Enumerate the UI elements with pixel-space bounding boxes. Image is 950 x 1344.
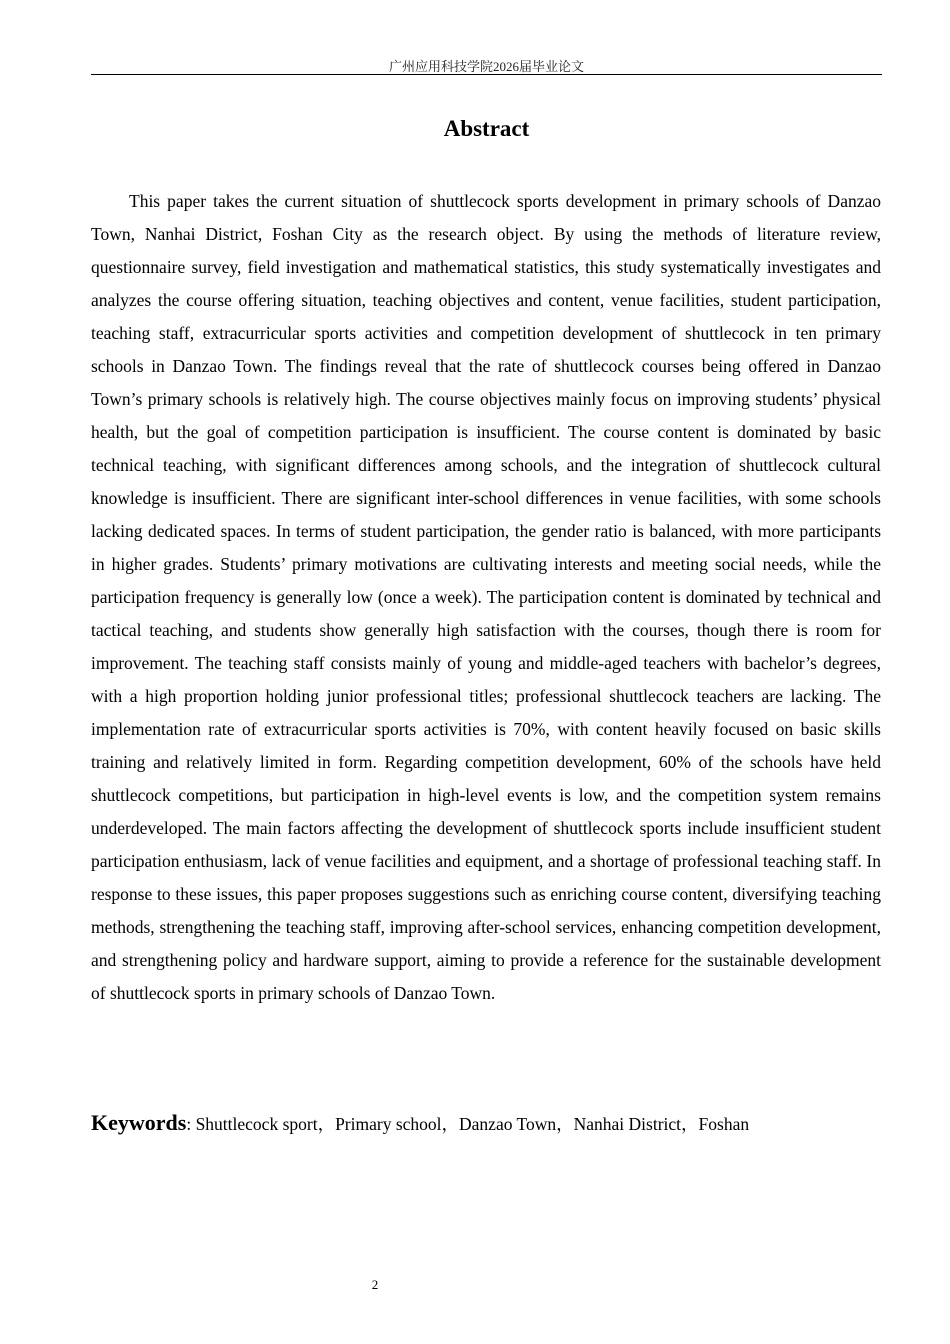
keywords-separator: : bbox=[186, 1114, 196, 1134]
running-header: 广州应用科技学院2026届毕业论文 bbox=[388, 59, 584, 74]
page-title: Abstract bbox=[443, 116, 530, 141]
keywords-label: Keywords bbox=[91, 1110, 187, 1135]
page-number: 2 bbox=[371, 1277, 379, 1292]
keywords-line bbox=[91, 1106, 881, 1141]
keywords-text: Shuttlecock sport，Primary school，Danzao Town，Nanhai District，Foshan bbox=[195, 1114, 750, 1134]
abstract-body: This paper takes the current situation of shuttlecock sports development in primary schools of Danzao Town, Nanhai District, Foshan City as the research object. By using the methods of literature review, questionnaire survey, field investigation and mathematical statistics, this study systematically investigates and analyzes the course offering situation, teaching objectives and content, venue facilities, student participation, teaching staff, extracurricular sports activities and competition development of shuttlecock in ten primary schools in Danzao Town. The findings reveal that the rate of shuttlecock courses being offered in Danzao Town’s primary schools is relatively high. The course objectives mainly focus on improving students’ physical health, but the goal of competition participation is insufficient. The course content is dominated by basic technical teaching, with significant differences among schools, and the integration of shuttlecock cultural knowledge is insufficient. There are significant inter-school differences in venue facilities, with some schools lacking dedicated spaces. In terms of student participation, the gender ratio is balanced, with more participants in higher grades. Students’ primary motivations are cultivating interests and meeting social needs, while the participation frequency is generally low (once a week). The participation content is dominated by technical and tactical teaching, and students show generally high satisfaction with the courses, though there is room for improvement. The teaching staff consists mainly of young and middle-aged teachers with bachelor’s degrees, with a high proportion holding junior professional titles; professional shuttlecock teachers are lacking. The implementation rate of extracurricular sports activities is 70%, with content heavily focused on basic skills training and relatively limited in form. Regarding competition development, 60% of the schools have held shuttlecock competitions, but participation in high-level events is low, and the competition system remains underdeveloped. The main factors affecting the development of shuttlecock sports include insufficient student participation enthusiasm, lack of venue facilities and equipment, and a shortage of professional teaching staff. In response to these issues, this paper proposes suggestions such as enriching course content, diversifying teaching methods, strengthening the teaching staff, improving after-school services, enhancing competition development, and strengthening policy and hardware support, aiming to provide a reference for the sustainable development of shuttlecock sports in primary schools of Danzao Town. bbox=[91, 191, 881, 1003]
header-rule bbox=[91, 74, 882, 75]
